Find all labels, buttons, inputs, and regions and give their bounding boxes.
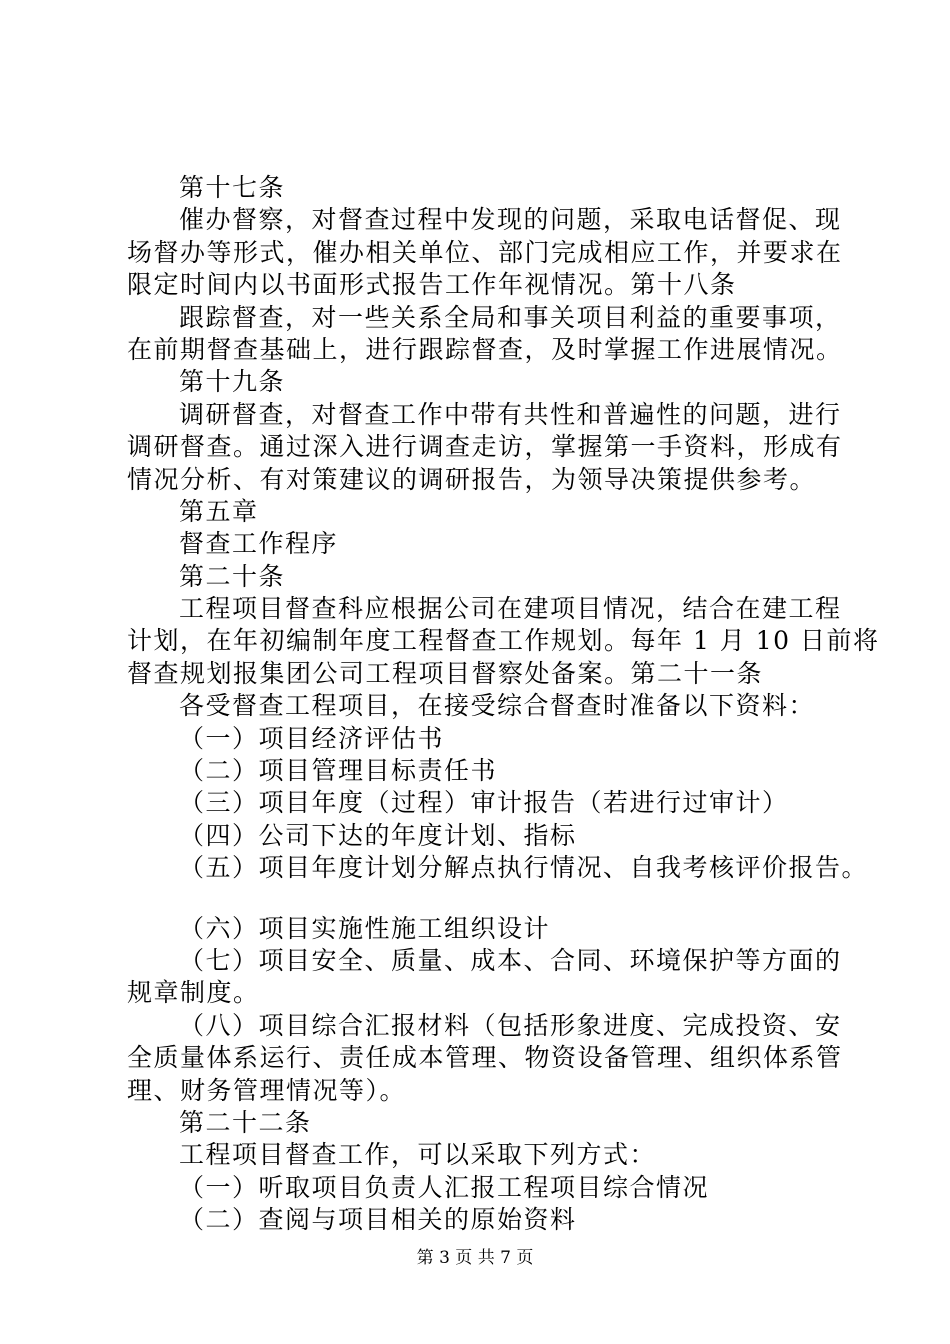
text-line: 跟踪督查，对一些关系全局和事关项目利益的重要事项， bbox=[179, 302, 842, 332]
text-line: 全质量体系运行、责任成本管理、物资设备管理、组织体系管 bbox=[127, 1043, 843, 1073]
text-line: 第十九条 bbox=[179, 367, 286, 397]
text-line: 规章制度。 bbox=[127, 978, 260, 1008]
text-line: （六）项目实施性施工组织设计 bbox=[179, 913, 551, 943]
blank-line bbox=[127, 885, 847, 913]
text-line: 调研督查，对督查工作中带有共性和普遍性的问题，进行 bbox=[179, 399, 842, 429]
text-line: 限定时间内以书面形式报告工作年视情况。第十八条 bbox=[127, 270, 737, 300]
text-line: （七）项目安全、质量、成本、合同、环境保护等方面的 bbox=[179, 945, 842, 975]
text-line: 情况分析、有对策建议的调研报告，为领导决策提供参考。 bbox=[127, 464, 817, 494]
page-number: 第 3 页 共 7 页 bbox=[416, 1248, 534, 1268]
text-line: 第十七条 bbox=[179, 173, 286, 202]
text-line: 第二十二条 bbox=[179, 1107, 312, 1137]
text-line: 调研督查。通过深入进行调查走访，掌握第一手资料，形成有 bbox=[127, 432, 843, 462]
text-line: 理、财务管理情况等）。 bbox=[127, 1075, 407, 1105]
text-line: 计划，在年初编制年度工程督查工作规划。每年 1 月 10 日前将 bbox=[127, 626, 880, 656]
document-body bbox=[127, 172, 880, 1237]
text-line: 第五章 bbox=[179, 496, 259, 526]
text-line: （一）听取项目负责人汇报工程项目综合情况 bbox=[179, 1172, 710, 1202]
text-line: 各受督查工程项目，在接受综合督查时准备以下资料： bbox=[179, 691, 816, 721]
text-line: 催办督察，对督查过程中发现的问题，采取电话督促、现 bbox=[179, 205, 842, 235]
text-line: （三）项目年度（过程）审计报告（若进行过审计） bbox=[179, 788, 789, 818]
text-line: （二）项目管理目标责任书 bbox=[179, 756, 498, 786]
text-line: 在前期督查基础上，进行跟踪督查，及时掌握工作进展情况。 bbox=[127, 334, 843, 364]
text-line: 督查规划报集团公司工程项目督察处备案。第二十一条 bbox=[127, 658, 764, 688]
text-line: 工程项目督查科应根据公司在建项目情况，结合在建工程 bbox=[179, 594, 842, 624]
text-line: 场督办等形式，催办相关单位、部门完成相应工作，并要求在 bbox=[127, 237, 843, 267]
text-line: （八）项目综合汇报材料（包括形象进度、完成投资、安 bbox=[179, 1010, 842, 1040]
text-line: （二）查阅与项目相关的原始资料 bbox=[179, 1205, 577, 1235]
text-line: （四）公司下达的年度计划、指标 bbox=[179, 820, 577, 850]
text-line: 工程项目督查工作，可以采取下列方式： bbox=[179, 1140, 657, 1170]
text-line: （五）项目年度计划分解点执行情况、自我考核评价报告。 bbox=[179, 853, 869, 883]
text-line: 第二十条 bbox=[179, 561, 286, 591]
text-line: （一）项目经济评估书 bbox=[179, 723, 445, 753]
page-footer bbox=[0, 1243, 950, 1268]
text-line: 督查工作程序 bbox=[179, 529, 339, 559]
